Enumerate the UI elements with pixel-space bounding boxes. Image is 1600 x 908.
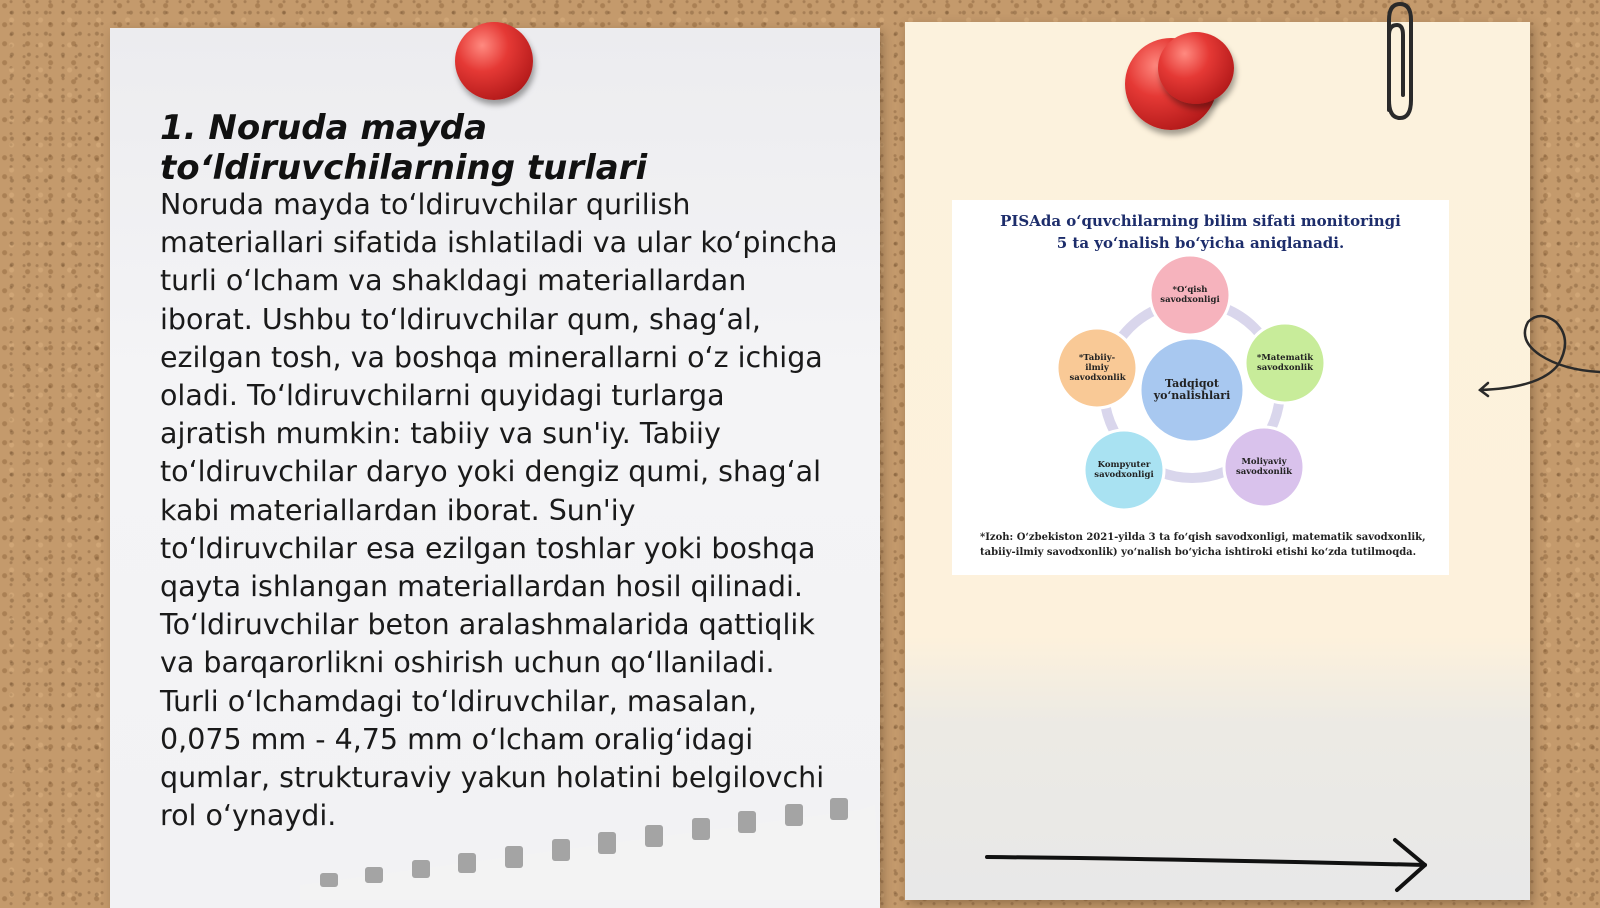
hand-drawn-arrow-doodle <box>1478 310 1600 410</box>
figure-title-line2: 5 ta yo‘nalish bo‘yicha aniqlanadi. <box>1056 234 1345 252</box>
red-pushpin-icon <box>1158 32 1234 104</box>
pisa-diagram-figure <box>952 200 1449 575</box>
section-title: 1. Noruda mayda to‘ldiruvchilarning turlari <box>160 108 648 188</box>
figure-note: *Izoh: O‘zbekiston 2021-yilda 3 ta fo‘qish savodxonligi, matematik savodxonlik, tabiiy-ilmiy savodxonlik) yo‘nalish bo‘yicha ishtiroki etishi ko‘zda tutilmoqda. <box>980 532 1426 558</box>
torn-paper-strip <box>300 790 880 900</box>
node-label: *Matematik savodxonlik <box>1256 353 1314 373</box>
node-label: *Tabiiy-ilmiy savodxonlik <box>1069 353 1126 383</box>
figure-title-line1: PISAda o‘quvchilarning bilim sifati monitoringi <box>1000 212 1401 230</box>
node-label: Kompyuter savodxonligi <box>1094 460 1154 480</box>
paper-clip-icon <box>1375 0 1425 125</box>
red-pushpin-icon <box>455 22 533 100</box>
center-label: Tadqiqot yo‘nalishlari <box>1153 377 1231 402</box>
node-label: *O‘qish savodxonligi <box>1160 285 1220 305</box>
right-arrow-icon <box>985 835 1445 895</box>
section-body-text: Noruda mayda to‘ldiruvchilar qurilish materiallari sifatida ishlatiladi va ular ko‘pincha turli o‘lcham va shakldagi materiallardan iborat. Ushbu to‘ldiruvchilar qum, shag‘al, ezilgan tosh, va boshqa minerallarni o‘z ichiga oladi. To‘ldiruvchilarni quyidagi turlarga ajratish mumkin: tabiiy va sun'iy. Tabiiy to‘ldiruvchilar daryo yoki dengiz qumi, shag‘al kabi materiallardan iborat. Sun'iy to‘ldiruvchilar esa ezilgan toshlar yoki boshqa qayta ishlangan materiallardan hosil qilinadi. To‘ldiruvchilar beton aralashmalarida qattiqlik va barqarorlikni oshirish uchun qo‘llaniladi. Turli o‘lchamdagi to‘ldiruvchilar, masalan, 0,075 mm - 4,75 mm o‘lcham oralig‘idagi qumlar, strukturaviy yakun holatini belgilovchi rol o‘ynaydi. <box>160 188 838 833</box>
node-label: Moliyaviy savodxonlik <box>1235 457 1293 477</box>
